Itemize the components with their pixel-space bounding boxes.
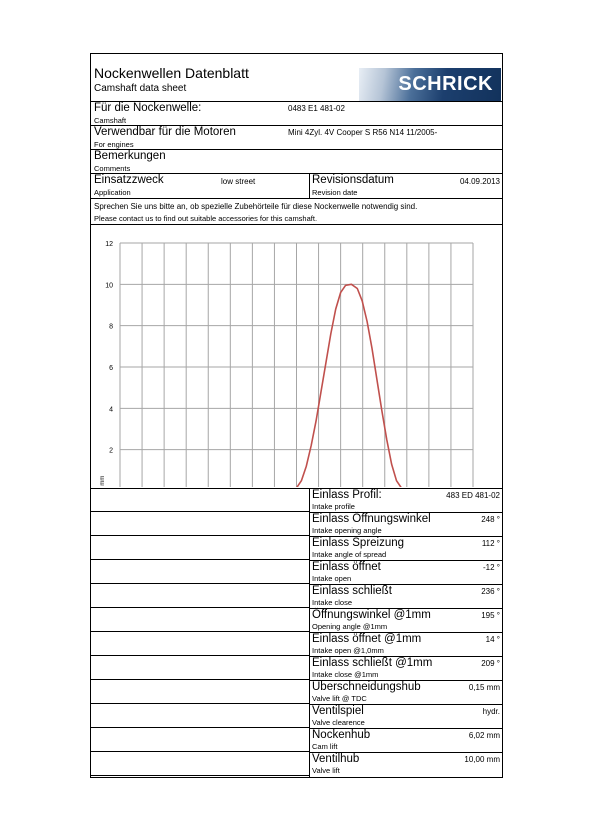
spec-label-en: Intake opening angle xyxy=(312,526,382,535)
logo-text: SCHRICK xyxy=(398,73,493,95)
datasheet xyxy=(90,53,503,778)
series-line xyxy=(149,284,424,487)
comments-label: Bemerkungen xyxy=(94,150,166,162)
schrick-logo xyxy=(359,68,501,101)
application-value: low street xyxy=(221,177,256,186)
spec-label: Einlass schließt @1mm xyxy=(312,657,433,669)
spec-label: Ventilhub xyxy=(312,753,360,765)
spec-value: 14 ° xyxy=(485,635,500,644)
y-tick-label: 2 xyxy=(109,447,113,455)
spec-value: 483 ED 481-02 xyxy=(446,491,500,500)
spec-label: Überschneidungshub xyxy=(312,681,421,693)
application-label-en: Application xyxy=(94,188,131,197)
spec-label-en: Intake close xyxy=(312,598,353,607)
revision-value: 04.09.2013 xyxy=(459,177,500,186)
camshaft-value: 0483 E1 481-02 xyxy=(288,104,345,113)
spec-label-en: Intake open xyxy=(312,574,352,583)
spec-label-en: Cam lift xyxy=(312,742,338,751)
spec-label: Nockenhub xyxy=(312,729,371,741)
empty-cell xyxy=(91,632,310,656)
empty-cell xyxy=(91,560,310,584)
spec-label-en: Intake angle of spread xyxy=(312,550,387,559)
spec-label-en: Intake close @1mm xyxy=(312,670,379,679)
divider xyxy=(91,198,502,199)
spec-label-en: Valve lift @ TDC xyxy=(312,694,367,703)
empty-cell xyxy=(91,704,310,728)
spec-value: 6,02 mm xyxy=(468,731,500,740)
empty-cell xyxy=(91,512,310,536)
spec-value: 195 ° xyxy=(481,611,500,620)
camshaft-label-en: Camshaft xyxy=(94,116,127,125)
empty-cell xyxy=(91,488,310,512)
empty-cell xyxy=(91,608,310,632)
spec-value: 112 ° xyxy=(481,539,500,548)
spec-value: 0,15 mm xyxy=(468,683,500,692)
spec-label: Einlass schließt xyxy=(312,585,392,597)
spec-label-en: Valve lift xyxy=(312,766,340,775)
engines-label-en: For engines xyxy=(94,140,134,149)
spec-label: Einlass öffnet @1mm xyxy=(312,633,422,645)
revision-label: Revisionsdatum xyxy=(312,174,394,186)
y-tick-label: 4 xyxy=(109,406,113,414)
engines-value: Mini 4Zyl. 4V Cooper S R56 N14 11/2005- xyxy=(288,128,438,137)
y-tick-label: 10 xyxy=(105,282,113,290)
spec-label: Einlass Öffnungswinkel xyxy=(312,513,431,525)
empty-cell xyxy=(91,656,310,680)
spec-value: 236 ° xyxy=(481,587,500,596)
spec-label-en: Intake open @1,0mm xyxy=(312,646,384,655)
spec-value: 248 ° xyxy=(481,515,500,524)
page-subtitle: Camshaft data sheet xyxy=(94,83,187,94)
empty-cell xyxy=(91,752,310,776)
y-axis-label: mm xyxy=(100,475,106,486)
spec-value: hydr. xyxy=(482,707,500,716)
spec-label-en: Valve clearence xyxy=(312,718,365,727)
empty-cell xyxy=(91,728,310,752)
spec-value: 10,00 mm xyxy=(464,755,500,764)
spec-label-en: Intake profile xyxy=(312,502,355,511)
empty-cell xyxy=(91,536,310,560)
y-tick-label: 6 xyxy=(109,365,113,372)
empty-cell xyxy=(91,584,310,608)
comments-label-en: Comments xyxy=(94,164,131,173)
y-tick-label: 8 xyxy=(109,323,113,331)
lift-chart xyxy=(91,225,502,487)
application-label: Einsatzzweck xyxy=(94,174,164,186)
y-tick-label: 12 xyxy=(105,241,113,248)
spec-label: Einlass öffnet xyxy=(312,561,381,573)
spec-label: Öffnungswinkel @1mm xyxy=(312,609,431,621)
spec-value: 209 ° xyxy=(481,659,500,668)
spec-label-en: Opening angle @1mm xyxy=(312,622,388,631)
engines-label: Verwendbar für die Motoren xyxy=(94,126,236,138)
spec-value: -12 ° xyxy=(483,563,500,572)
spec-label: Einlass Spreizung xyxy=(312,537,405,549)
empty-cell xyxy=(91,680,310,704)
note-text-en: Please contact us to find out suitable accessories for this camshaft. xyxy=(94,214,318,223)
camshaft-label: Für die Nockenwelle: xyxy=(94,102,202,114)
spec-label: Ventilspiel xyxy=(312,705,364,717)
page-title: Nockenwellen Datenblatt xyxy=(94,65,249,81)
note-text: Sprechen Sie uns bitte an, ob spezielle Zubehörteile für diese Nockenwelle notwendig sind. xyxy=(94,202,418,211)
divider xyxy=(309,173,310,198)
spec-label: Einlass Profil: xyxy=(312,489,382,501)
revision-label-en: Revision date xyxy=(312,188,358,197)
